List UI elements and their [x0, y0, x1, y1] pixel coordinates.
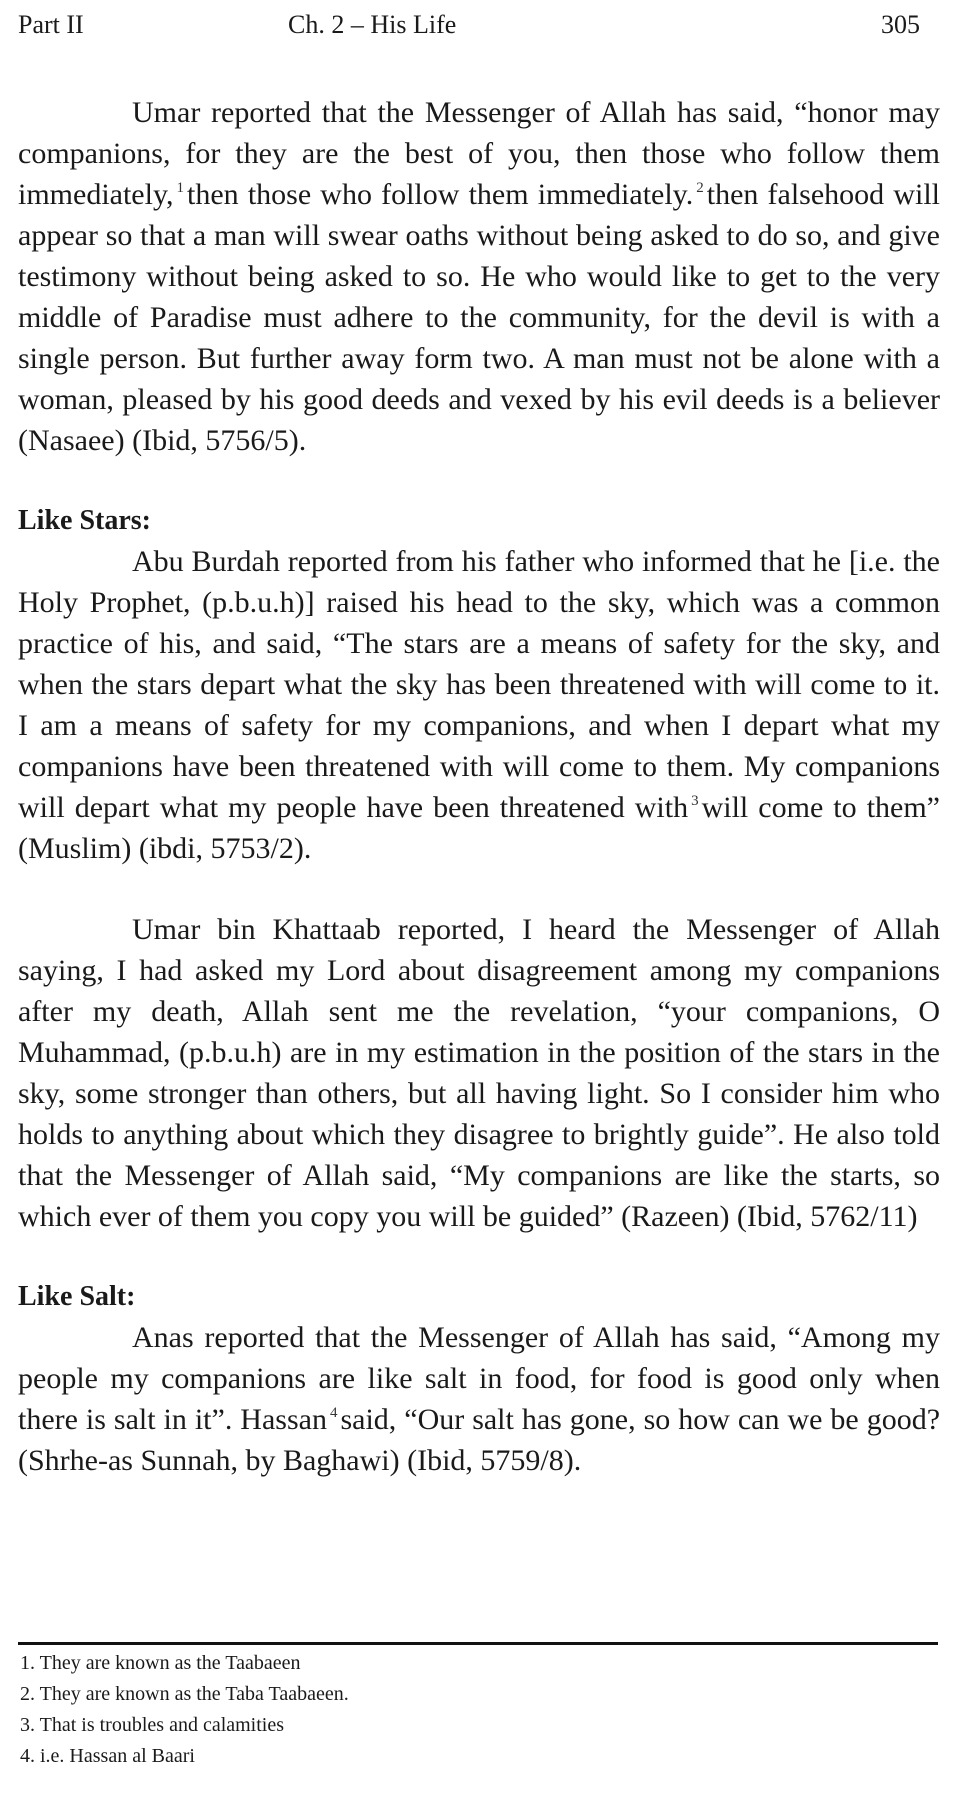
paragraph-umar-companions: Umar reported that the Messenger of Allah has said, “honor may companions, for they are the best of you, then those who follow them immediately, $^1$ then those who follow them immediately. $^2$ then falsehood will appear so that a man will swear oaths without being asked to do so, and give testimony without being asked to so. He who would like to get to the very middle of Paradise must adhere to the community, for the devil is with a single person. But further away form two. A man must not be alone with a woman, pleased by his good deeds and vexed by his evil deeds is a believer (Nasaee) (Ibid, 5756/5).: [18, 96, 940, 457]
page-number: 305: [881, 10, 920, 39]
footnote-4: 4. i.e. Hassan al Baari: [20, 1745, 195, 1767]
paragraph-abu-burdah: Abu Burdah reported from his father who informed that he [i.e. the Holy Prophet, (p.b.u.h)] raised his head to the sky, which was a common practice of his, and said, “The stars are a means of safety for the sky, and when the stars depart what the sky has been threatened with will come to it. I am a means of safety for my companions, and when I depart what my companions have been threatened with will come to them. My companions will depart what my people have been threatened with $^3$ will come to them” (Muslim) (ibdi, 5753/2).: [18, 545, 940, 865]
footnote-2: 2. They are known as the Taba Taabaeen.: [20, 1683, 349, 1705]
book-page: [18, 0, 940, 1796]
footnote-divider: [18, 1642, 938, 1645]
footnote-ref-1: 1: [176, 180, 185, 196]
footnote-ref-4: 4: [329, 1405, 338, 1421]
header-chapter: Ch. 2 – His Life: [288, 10, 457, 39]
paragraph-anas: Anas reported that the Messenger of Allah has said, “Among my people my companions are like salt in food, for food is good only when there is salt in it”. Hassan $^4$ said, “Our salt has gone, so how can we be good? (Shrhe-as Sunnah, by Baghawi) (Ibid, 5759/8).: [18, 1321, 941, 1477]
page-body: [18, 92, 940, 1481]
running-header: [18, 10, 940, 50]
footnote-1: 1. They are known as the Taabaeen: [20, 1652, 301, 1674]
footnote-ref-2: 2: [696, 180, 704, 196]
footnote-3: 3. That is troubles and calamities: [20, 1714, 285, 1736]
paragraph-umar-bin-khattaab: Umar bin Khattaab reported, I heard the Messenger of Allah saying, I had asked my Lord about disagreement among my companions after my death, Allah sent me the revelation, “your companions, O Muhammad, (p.b.u.h) are in my estimation in the position of the stars in the sky, some stronger than others, but all having light. So I consider him who holds to anything about which they disagree to brightly guide”. He also told that the Messenger of Allah said, “My companions are like the starts, so which ever of them you copy you will be guided” (Razeen) (Ibid, 5762/11): [18, 913, 940, 1233]
footnote-ref-3: 3: [691, 793, 699, 809]
heading-like-stars: Like Stars:: [18, 505, 151, 536]
heading-like-salt: Like Salt:: [18, 1281, 136, 1312]
header-part: Part II: [18, 10, 84, 39]
footnotes: [20, 1648, 920, 1772]
